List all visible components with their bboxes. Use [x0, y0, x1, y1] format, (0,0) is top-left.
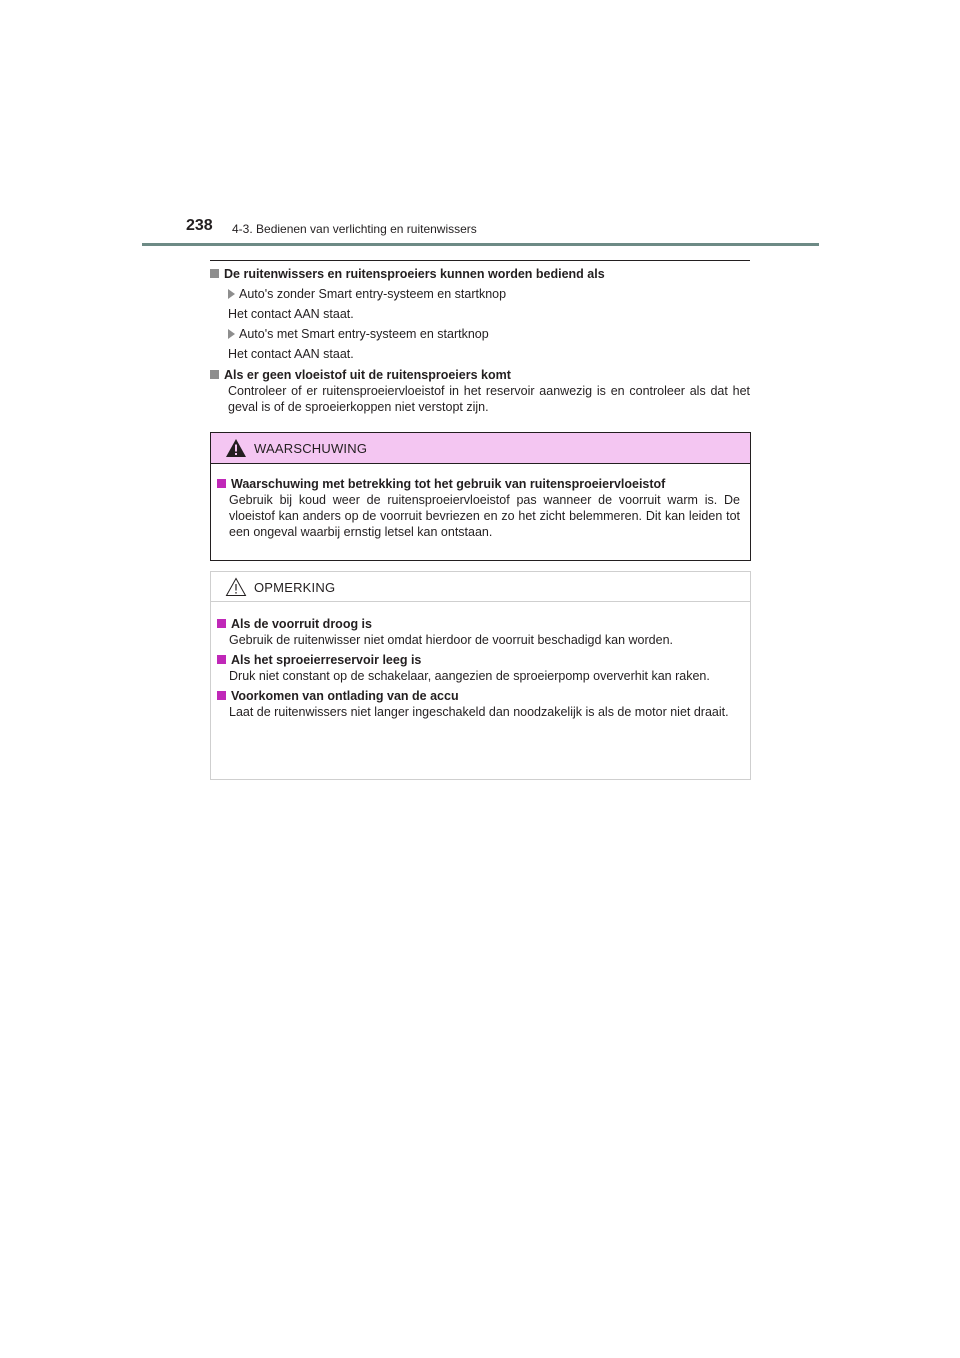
- note-item-text: Gebruik de ruitenwisser niet omdat hierdoor de voorruit beschadigd kan worden.: [229, 633, 673, 647]
- sub-condition: [210, 326, 750, 342]
- note-label: OPMERKING: [254, 580, 336, 595]
- warning-box: [210, 432, 751, 561]
- note-item-text: Druk niet constant op de schakelaar, aangezien de sproeierpomp oververhit kan raken.: [229, 669, 710, 683]
- note-header: [211, 572, 750, 602]
- sub-condition: [210, 286, 750, 302]
- header-rule: [142, 243, 819, 246]
- warning-triangle-icon: [225, 438, 247, 458]
- note-item-text: Laat de ruitenwissers niet langer ingeschakeld dan noodzakelijk is als de motor niet draait.: [229, 705, 729, 719]
- note-item-title: Als het sproeierreservoir leeg is: [231, 653, 422, 667]
- square-bullet-icon: [210, 269, 219, 278]
- triangle-bullet-icon: [228, 329, 235, 339]
- running-head: 4-3. Bedienen van verlichting en ruitenwissers: [232, 222, 477, 236]
- note-item: [217, 616, 740, 648]
- triangle-bullet-icon: [228, 289, 235, 299]
- square-bullet-icon: [217, 619, 226, 628]
- note-item-heading: [217, 616, 740, 632]
- paragraph: Het contact AAN staat.: [228, 307, 354, 321]
- section-title: De ruitenwissers en ruitensproeiers kunnen worden bediend als: [224, 267, 605, 281]
- note-item-title: Voorkomen van ontlading van de accu: [231, 689, 459, 703]
- sub-condition-label: Auto's zonder Smart entry-systeem en startknop: [239, 287, 507, 301]
- sub-condition-label: Auto's met Smart entry-systeem en startknop: [239, 327, 489, 341]
- paragraph: Het contact AAN staat.: [228, 347, 354, 361]
- paragraph: Controleer of er ruitensproeiervloeistof in het reservoir aanwezig is en controleer als dat het geval is of de sproeierkoppen niet verstopt zijn.: [228, 384, 750, 414]
- page-number: 238: [186, 217, 213, 234]
- section-heading: [210, 367, 750, 383]
- note-item-title: Als de voorruit droog is: [231, 617, 372, 631]
- section-heading: [210, 266, 750, 282]
- section-rule: [210, 260, 750, 261]
- note-body: [211, 602, 750, 720]
- square-bullet-icon: [210, 370, 219, 379]
- warning-body: [211, 464, 750, 540]
- caution-outline-icon: [225, 577, 247, 597]
- warning-item-heading: [217, 476, 740, 492]
- note-box: [210, 571, 751, 780]
- note-item: [217, 652, 740, 684]
- section-title: Als er geen vloeistof uit de ruitensproeiers komt: [224, 368, 511, 382]
- note-item-heading: [217, 652, 740, 668]
- warning-item-title: Waarschuwing met betrekking tot het gebruik van ruitensproeiervloeistof: [231, 477, 666, 491]
- warning-header: [211, 433, 750, 464]
- square-bullet-icon: [217, 691, 226, 700]
- square-bullet-icon: [217, 479, 226, 488]
- warning-label: WAARSCHUWING: [254, 441, 368, 456]
- square-bullet-icon: [217, 655, 226, 664]
- main-content: [210, 266, 750, 415]
- warning-item-text: Gebruik bij koud weer de ruitensproeiervloeistof pas wanneer de voorruit warm is. De vloeistof kan anders op de voorruit bevriezen en zo het zicht belemmeren. Dit kan leiden tot een ongeval waarbij ernstig letsel kan ontstaan.: [229, 493, 740, 539]
- note-item: [217, 688, 740, 720]
- note-item-heading: [217, 688, 740, 704]
